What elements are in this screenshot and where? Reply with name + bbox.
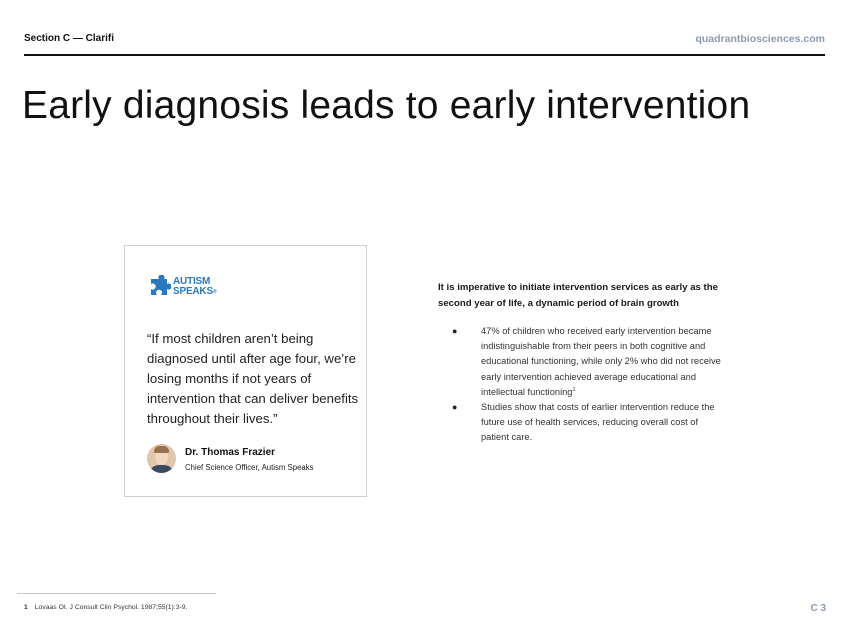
quote-text: “If most children aren’t being diagnosed until after age four, we’re losing months if not years of intervention that can deliver benefits throughout their lives.” (147, 331, 359, 426)
logo-line-speaks: SPEAKS (173, 286, 213, 297)
footnote-divider (17, 593, 216, 594)
section-label: Section C — Clarifi (24, 33, 115, 44)
bullet-dot-icon: ● (452, 326, 458, 336)
quote-author (147, 444, 314, 473)
footnote-ref: 1 (572, 386, 576, 393)
bullet-dot-icon: ● (452, 402, 458, 413)
bullet-text: Studies show that costs of earlier intervention reduce the future use of health services, reducing overall cost of patient care. (481, 402, 715, 443)
author-role: Chief Science Officer, Autism Speaks (185, 462, 314, 472)
footnote (24, 604, 187, 611)
footnote-number: 1 (24, 604, 28, 611)
puzzle-piece-icon (149, 275, 171, 299)
logo-line-autism: AUTISM (173, 276, 211, 287)
page-title: Early diagnosis leads to early intervention (22, 84, 751, 127)
avatar (147, 444, 176, 473)
site-url: quadrantbiosciences.com (695, 33, 825, 45)
bullet-list (452, 324, 724, 446)
author-name: Dr. Thomas Frazier (185, 446, 276, 458)
list-item (452, 324, 724, 400)
autism-speaks-logo (149, 275, 216, 299)
header-divider (24, 54, 825, 56)
footnote-text: Lovaas OI. J Consult Clin Psychol. 1987;55(1):3-9. (34, 604, 188, 611)
logo-trademark: ® (212, 289, 217, 295)
quote-card (124, 245, 367, 497)
page-number: C 3 (810, 603, 826, 614)
list-item (452, 400, 724, 446)
bullet-text: 47% of children who received early intervention became indistinguishable from their peers in both cognitive and educational functioning, while only 2% who did not receive early intervention achieved average educational and intellectual functioning (481, 326, 721, 397)
content-heading: It is imperative to initiate intervention services as early as the second year of life, a dynamic period of brain growth (438, 282, 718, 309)
